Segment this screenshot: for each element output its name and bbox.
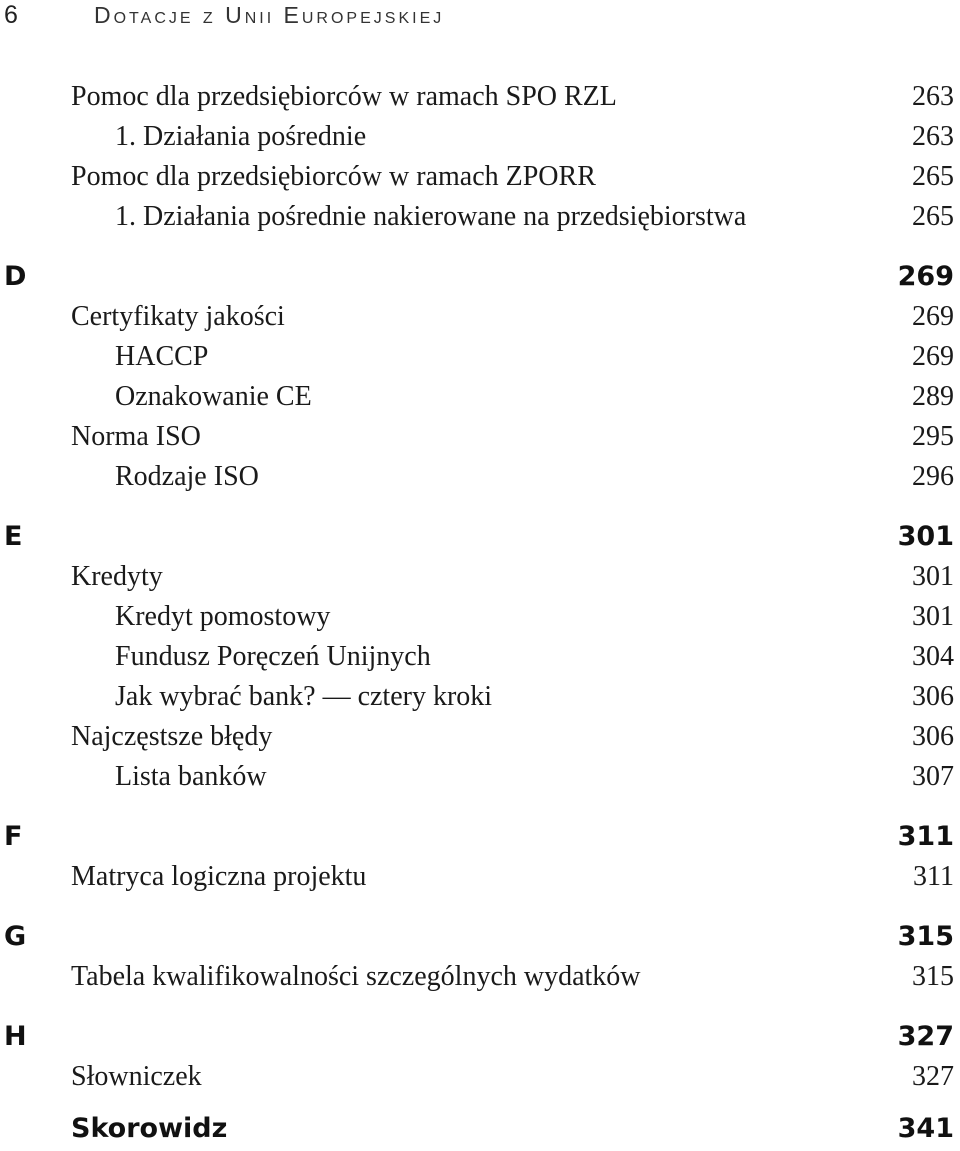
toc-entry-label: Fundusz Poręczeń Unijnych xyxy=(115,641,431,672)
toc-entry-page: 269 xyxy=(912,301,954,332)
toc-entry-page: 301 xyxy=(912,601,954,632)
toc-entry xyxy=(0,680,954,714)
toc-entry-label: Rodzaje ISO xyxy=(115,461,259,492)
toc-entry xyxy=(0,160,954,194)
page-number: 6 xyxy=(4,1,18,29)
toc-entry-label: 1. Działania pośrednie nakierowane na przedsiębiorstwa xyxy=(115,201,747,232)
toc-entry xyxy=(0,200,954,234)
toc-entry xyxy=(0,640,954,674)
toc-entry-label: Lista banków xyxy=(115,761,267,792)
toc-entry-page: 263 xyxy=(912,121,954,152)
toc-entry xyxy=(0,300,954,334)
toc-entry-label: Kredyt pomostowy xyxy=(115,601,331,632)
toc-entry xyxy=(0,960,954,994)
toc-entry-page: 295 xyxy=(912,421,954,452)
index-page: 341 xyxy=(897,1113,954,1144)
page-header xyxy=(0,0,960,30)
toc-entry xyxy=(0,420,954,454)
toc-entry xyxy=(0,460,954,494)
toc-entry xyxy=(0,1060,954,1094)
section-page: 269 xyxy=(897,261,954,292)
toc-entry-label: Tabela kwalifikowalności szczególnych wydatków xyxy=(71,961,641,992)
toc-entry-label: HACCP xyxy=(115,341,209,372)
toc-entry-label: Najczęstsze błędy xyxy=(71,721,273,752)
toc-entry xyxy=(0,860,954,894)
toc-entry-label: Słowniczek xyxy=(71,1061,202,1092)
section-letter: E xyxy=(4,521,23,552)
toc-entry-page: 315 xyxy=(912,961,954,992)
toc-section-heading xyxy=(0,820,954,854)
section-page: 311 xyxy=(897,821,954,852)
toc-entry-page: 269 xyxy=(912,341,954,372)
toc-entry-label: Jak wybrać bank? — cztery kroki xyxy=(115,681,493,712)
toc-entry xyxy=(0,560,954,594)
toc-entry xyxy=(0,120,954,154)
toc-entry-page: 296 xyxy=(912,461,954,492)
section-page: 327 xyxy=(897,1021,954,1052)
section-letter: D xyxy=(4,261,27,292)
toc-entry-page: 301 xyxy=(912,561,954,592)
toc-entry-label: Matryca logiczna projektu xyxy=(71,861,367,892)
toc-entry-label: Oznakowanie CE xyxy=(115,381,312,412)
toc-section-heading xyxy=(0,520,954,554)
toc-entry-label: Pomoc dla przedsiębiorców w ramach ZPORR xyxy=(71,161,596,192)
toc-entry-label: Certyfikaty jakości xyxy=(71,301,285,332)
toc-entry-page: 304 xyxy=(912,641,954,672)
running-title: Dotacje z Unii Europejskiej xyxy=(94,2,445,28)
toc-entry-page: 311 xyxy=(913,861,954,892)
toc-entry-label: 1. Działania pośrednie xyxy=(115,121,367,152)
toc-entry-page: 289 xyxy=(912,381,954,412)
toc-index-heading xyxy=(0,1112,954,1146)
toc-entry-page: 327 xyxy=(912,1061,954,1092)
toc-entry-page: 307 xyxy=(912,761,954,792)
toc-entry xyxy=(0,600,954,634)
toc-entry-label: Kredyty xyxy=(71,561,163,592)
index-label: Skorowidz xyxy=(71,1113,228,1144)
section-page: 315 xyxy=(897,921,954,952)
toc-entry-page: 306 xyxy=(912,721,954,752)
section-letter: F xyxy=(4,821,23,852)
toc-entry-page: 263 xyxy=(912,81,954,112)
toc-section-heading xyxy=(0,1020,954,1054)
toc-entry xyxy=(0,340,954,374)
toc-entry-page: 306 xyxy=(912,681,954,712)
section-letter: G xyxy=(4,921,27,952)
toc-entry-page: 265 xyxy=(912,161,954,192)
toc-entry xyxy=(0,80,954,114)
toc-entry xyxy=(0,760,954,794)
toc-entry-label: Pomoc dla przedsiębiorców w ramach SPO RZL xyxy=(71,81,617,112)
section-letter: H xyxy=(4,1021,27,1052)
toc-entry-page: 265 xyxy=(912,201,954,232)
toc-section-heading xyxy=(0,260,954,294)
toc-entry-label: Norma ISO xyxy=(71,421,201,452)
toc-entry xyxy=(0,720,954,754)
section-page: 301 xyxy=(897,521,954,552)
toc-section-heading xyxy=(0,920,954,954)
toc-entry xyxy=(0,380,954,414)
